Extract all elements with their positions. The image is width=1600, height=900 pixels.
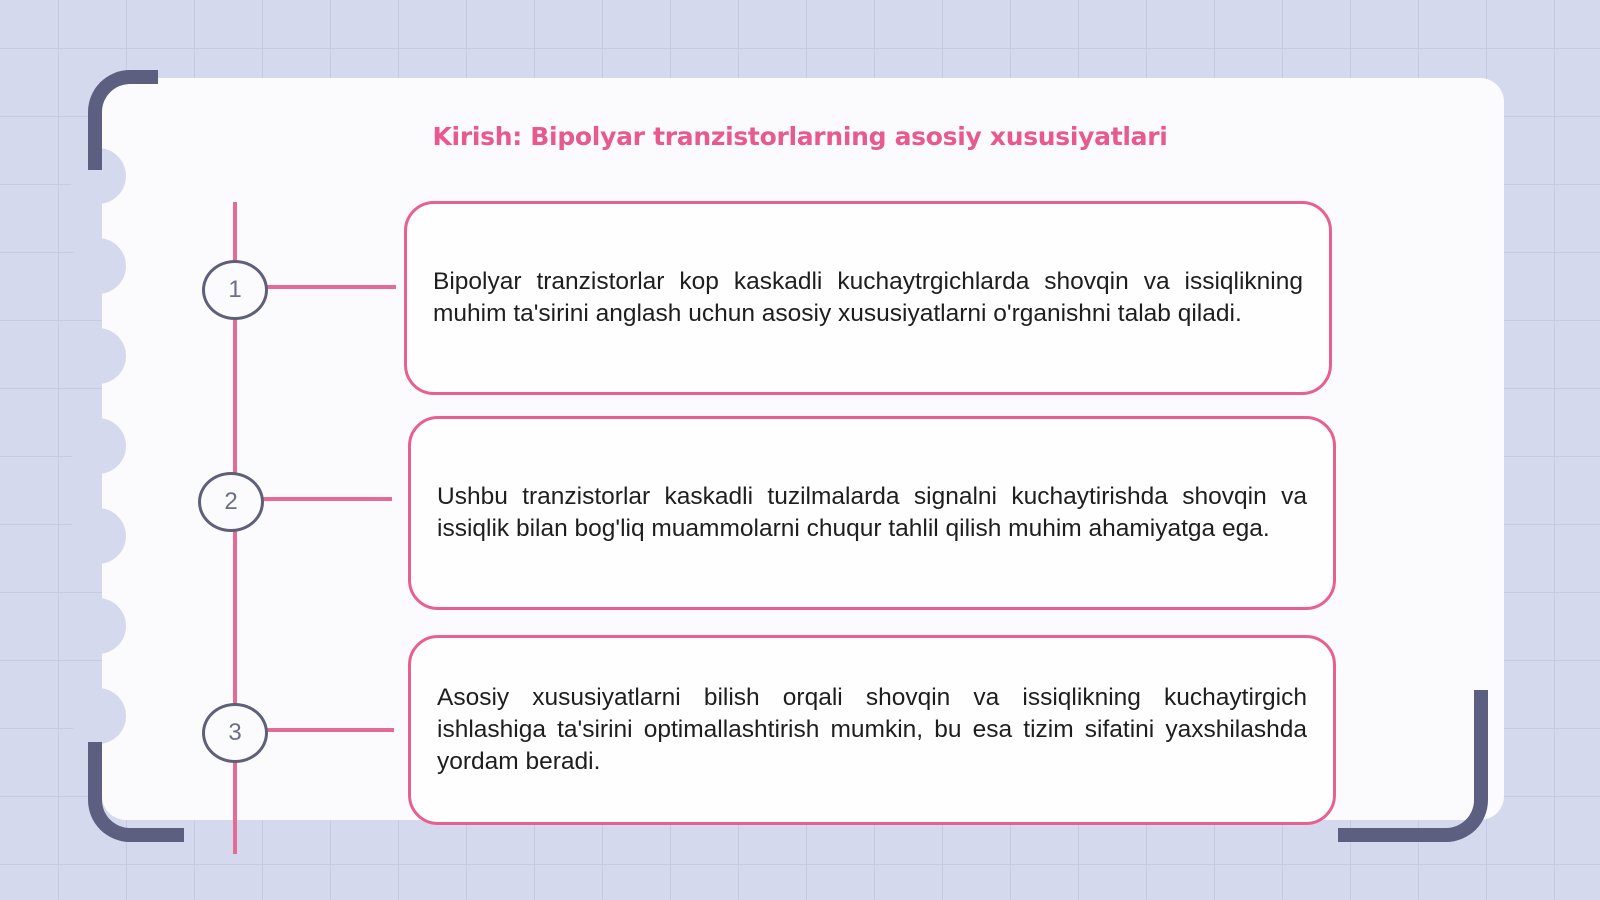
notebook-hole xyxy=(70,508,126,564)
timeline-node-3: 3 xyxy=(202,703,268,763)
timeline-connector xyxy=(266,285,396,289)
info-card-1 xyxy=(404,201,1332,395)
notebook-hole xyxy=(70,598,126,654)
timeline-node-2: 2 xyxy=(198,472,264,532)
frame-corner-bottom-right xyxy=(1338,690,1488,842)
info-card-text: Asosiy xususiyatlarni bilish orqali shovqin va issiqlikning kuchaytirgich ishlashiga ta'sirini optimallashtirish mumkin, bu esa tizim sifatini yaxshilashda yordam beradi. xyxy=(437,684,1307,775)
frame-corner-bottom-left xyxy=(88,742,184,842)
notebook-hole xyxy=(70,238,126,294)
info-card-text: Ushbu tranzistorlar kaskadli tuzilmalarda signalni kuchaytirishda shovqin va issiqlik bilan bog'liq muammolarni chuqur tahlil qilish muhim ahamiyatga ega. xyxy=(437,483,1307,542)
slide-title: Kirish: Bipolyar tranzistorlarning asosiy xususiyatlari xyxy=(432,122,1168,151)
info-card-3 xyxy=(408,635,1336,825)
notebook-hole xyxy=(70,688,126,744)
notebook-hole xyxy=(70,328,126,384)
info-card-2 xyxy=(408,416,1336,610)
frame-corner-top-left xyxy=(88,70,158,170)
timeline-connector xyxy=(262,497,392,501)
notebook-hole xyxy=(70,418,126,474)
timeline-connector xyxy=(266,728,394,732)
info-card-text: Bipolyar tranzistorlar kop kaskadli kuchaytrgichlarda shovqin va issiqlikning muhim ta'sirini anglash uchun asosiy xususiyatlarni o'rganishni talab qiladi. xyxy=(433,268,1303,327)
timeline-node-1: 1 xyxy=(202,260,268,320)
